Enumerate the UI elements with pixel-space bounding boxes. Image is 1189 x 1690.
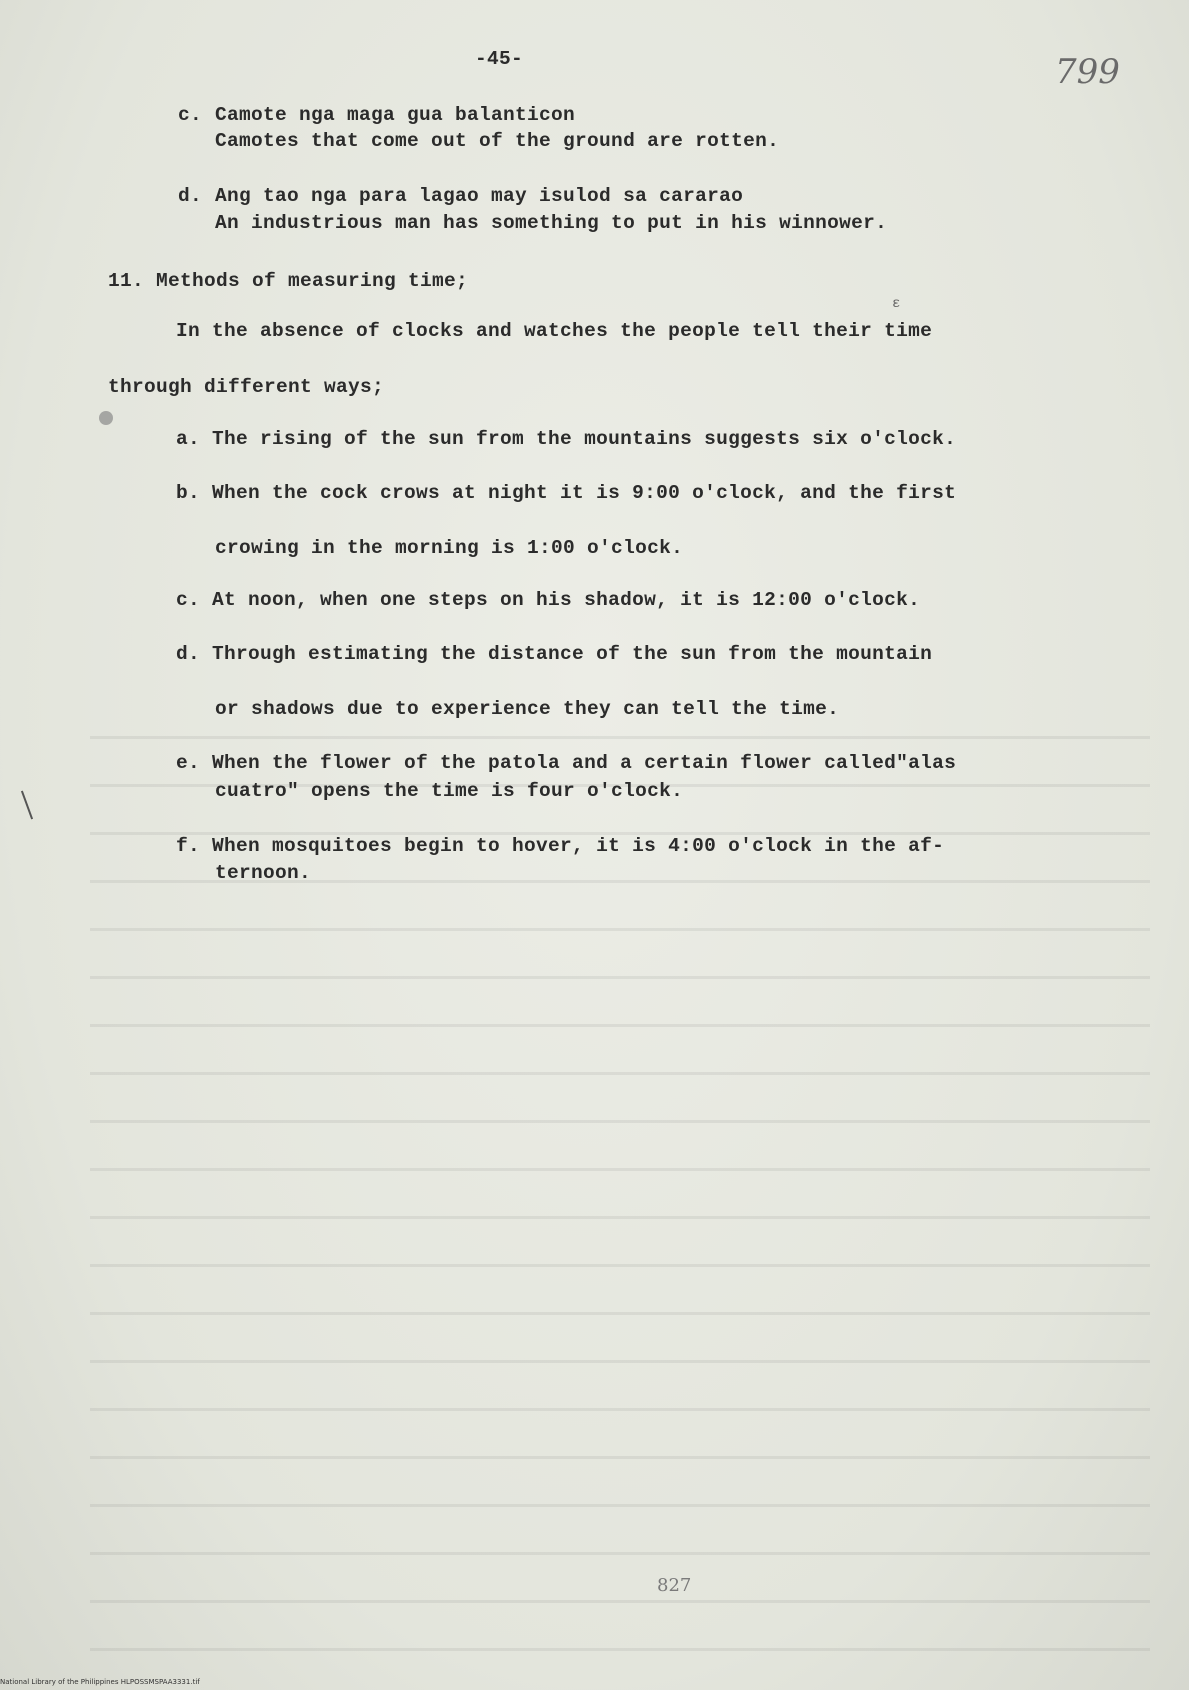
- proverb-d-native: Ang tao nga para lagao may isulod sa cararao: [215, 185, 744, 207]
- item-f-line2: ternoon.: [215, 862, 312, 884]
- footer-caption: National Library of the Philippines HLPOSSMSPAA3331.tif: [0, 1678, 200, 1686]
- item-c: c. At noon, when one steps on his shadow, it is 12:00 o'clock.: [176, 589, 921, 611]
- item-b-line1: b. When the cock crows at night it is 9:00 o'clock, and the first: [176, 482, 957, 504]
- handwritten-page-number: 799: [1055, 52, 1120, 92]
- item-d-line1: d. Through estimating the distance of the sun from the mountain: [176, 643, 933, 665]
- item-a: a. The rising of the sun from the mountains suggests six o'clock.: [176, 428, 957, 450]
- proverb-c-english: Camotes that come out of the ground are rotten.: [215, 130, 780, 152]
- page-number: -45-: [475, 48, 524, 70]
- item-e-line1: e. When the flower of the patola and a certain flower called"alas: [176, 752, 957, 774]
- item-b-line2: crowing in the morning is 1:00 o'clock.: [215, 537, 684, 559]
- proverb-c-native: c.: [178, 104, 203, 126]
- stamp-number: 827: [657, 1575, 692, 1596]
- section-heading: 11. Methods of measuring time;: [108, 270, 469, 292]
- intro-line-2: through different ways;: [108, 376, 385, 398]
- intro-line-1: In the absence of clocks and watches the people tell their time: [176, 320, 933, 342]
- proverb-d-english: An industrious man has something to put in his winnower.: [215, 212, 888, 234]
- proverb-c-native-text: Camote nga maga gua balanticon: [215, 104, 576, 126]
- item-f-line1: f. When mosquitoes begin to hover, it is 4:00 o'clock in the af-: [176, 835, 945, 857]
- stray-mark: ε: [892, 296, 901, 312]
- item-d-line2: or shadows due to experience they can tell the time.: [215, 698, 840, 720]
- proverb-d-letter: d.: [178, 185, 203, 207]
- ink-blot: [99, 411, 113, 425]
- item-e-line2: cuatro" opens the time is four o'clock.: [215, 780, 684, 802]
